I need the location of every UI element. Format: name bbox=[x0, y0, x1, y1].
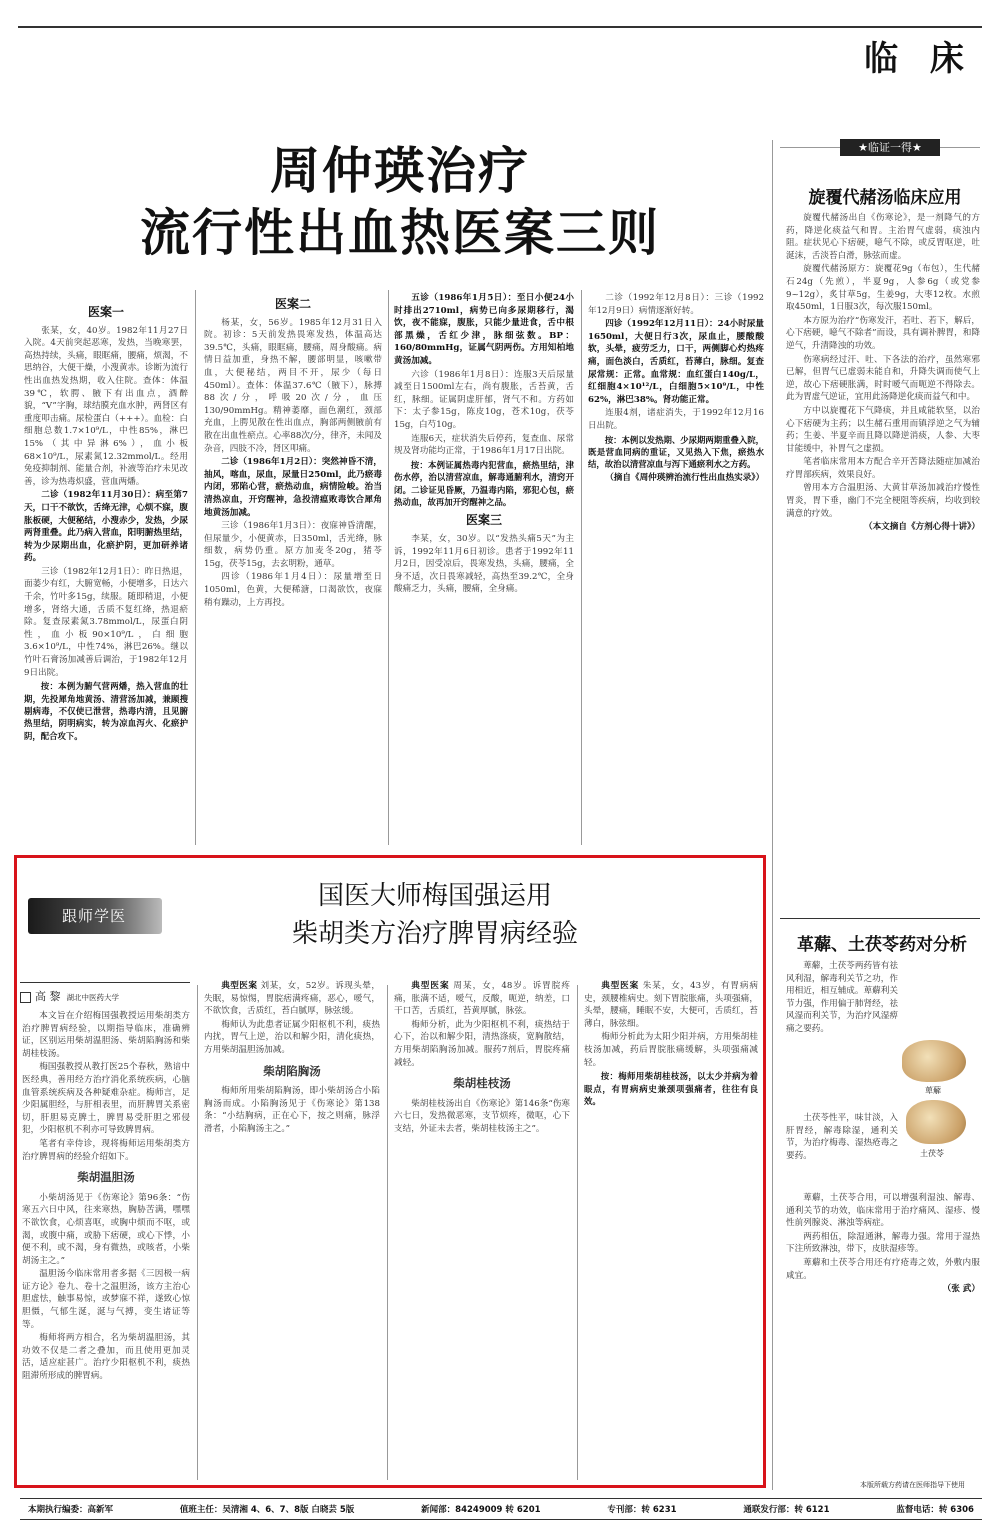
sidebar-tag: ★临证一得★ bbox=[840, 139, 940, 156]
sidebar-p4: 伤寒病经过汗、吐、下各法的治疗，虽然寒邪已解，但胃气已虚弱未能自和，升降失调而使气上逆，故心下痞硬胀满，时时嗳气而呃逆不得除去。此为胃虚气逆证，宜用此汤降逆化痰而益气和中。 bbox=[786, 354, 980, 403]
column-divider bbox=[195, 290, 196, 845]
case2-intro: 杨某，女，56岁。1985年12月31日入院。初诊：5天前发热畏寒发热，体温高达39.5℃，头痛，眼眶痛，腰痛，周身酸痛。病情日益加重，身热不解，腰部明显，咳嗽带血，大便秘结，两目不开，尿少（每日450ml）。查体：体温37.6℃（腋下），脉搏88次/分，呼吸20次/分，血压130/90mmHg。精神萎靡，面色潮红，颈部充血，上腭见散在性出血点，胸部两侧腋前有散在出血性瘀点。心率88次/分，律齐，未闻及杂音，四肢不冷，肾区叩痛。 bbox=[204, 317, 382, 454]
case1-note: 按：本例为腑气营两燔，热入营血的壮期，先投犀角地黄汤、清营汤加减，兼顾搜剔病毒，不仅使已泄营，热毒内清，且见腑热里结，阴明病实，转为凉血泻火、化瘀护阴，配合攻下。 bbox=[24, 681, 188, 741]
main-headline bbox=[120, 140, 680, 264]
page-footer bbox=[20, 1498, 982, 1520]
feature-column-divider bbox=[387, 985, 388, 1480]
sidebar-article-2-bottom bbox=[786, 1192, 980, 1472]
footer-director: 值班主任：吴清湘 4、6、7、8版 白晓芸 5版 bbox=[179, 1505, 355, 1515]
case2-visit5: 五诊（1986年1月5日）：至日小便24小时排出2710ml，病势已向多尿期移行，渴饮，夜不能寐，腹胀，只能少量进食，舌中根部黑燥，舌红少津，脉细弦数。BP：160/80mmHg，证属气阴两伤。方用知柏地黄汤加减。 bbox=[394, 293, 574, 366]
sidebar-article-2-top bbox=[786, 960, 898, 1110]
footer-editor: 本期执行编委：高新军 bbox=[28, 1505, 114, 1515]
feature-title-line1: 国医大师梅国强运用 bbox=[317, 881, 552, 911]
footer-distribution-phone: 通联发行部：转 6121 bbox=[743, 1505, 830, 1515]
feature-column-4 bbox=[584, 980, 758, 1480]
case-a2: 梅师认为此患者证属少阳枢机不利，痰热内扰，胃气上逆，治以和解少阳，清化痰热，方用柴胡温胆汤加减。 bbox=[204, 1019, 380, 1055]
footer-supervision-phone: 监督电话：转 6306 bbox=[896, 1505, 974, 1515]
column-divider bbox=[581, 290, 582, 845]
feature-sec3-p1: 柴胡桂枝汤出自《伤寒论》第146条“伤寒六七日，发热微恶寒，支节烦疼，微呕，心下支结，外证未去者，柴胡桂枝汤主之”。 bbox=[394, 1098, 570, 1134]
author-affiliation: 湖北中医药大学 bbox=[66, 993, 119, 1002]
case-c: 朱某，女，43岁，有胃病病史，颈腰椎病史。刻下胃脘胀痛，头项强痛，头晕，腰痛，睡眠不安，大便可，舌质红，苔薄白，脉弦细。 bbox=[584, 981, 758, 1029]
sidebar-credit: （本文摘自《方剂心得十讲》） bbox=[863, 522, 980, 533]
feature-sec1-p3: 梅师将两方相合，名为柴胡温胆汤，其功效不仅是二者之叠加，而且使用更加灵活，适应症甚广。治疗少阳枢机不利，痰热阻滞所形成的脾胃病。 bbox=[22, 1333, 190, 1382]
article-column-4 bbox=[588, 292, 764, 848]
sidebar-q2: 土茯苓性平，味甘淡，入肝胃经，解毒除湿，通利关节，为治疗梅毒、湿热疮毒之要药。 bbox=[786, 1113, 898, 1161]
case3-title: 医案三 bbox=[465, 513, 502, 528]
feature-sec2-p1: 梅师所用柴胡陷胸汤，即小柴胡汤合小陷胸汤而成。小陷胸汤见于《伤寒论》第138条：“小结胸病，正在心下，按之则痛，脉浮滑者，小陷胸汤主之。” bbox=[204, 1086, 380, 1134]
case3-visit4: 四诊（1992年12月11日）：24小时尿量1650ml，大便日行3次，尿血止，腰酸酸软，头晕，疲劳乏力，口干，两侧脚心灼热疼痛，面色淡白，舌质红，苔薄白，脉细。复查尿常规：正常。血常规：血红蛋白140g/L，红细胞4×10¹²/L，白细胞5×10⁹/L，中性62%，淋巴38%。肾功能正常。 bbox=[588, 319, 764, 405]
author-rule bbox=[20, 982, 190, 983]
feature-banner-label: 跟师学医 bbox=[62, 907, 127, 925]
article-column-2 bbox=[204, 292, 382, 848]
feature-headline bbox=[200, 877, 670, 953]
case2-visit6: 六诊（1986年1月8日）：连服3天后尿量减至日1500ml左右，尚有腹胀，舌苔黄，舌红，脉细。证属阴虚肝郁，肾气不和。方药如下：太子参15g，陈皮10g，苍术10g，茯苓15g，白芍10g。 bbox=[394, 369, 574, 430]
author-box-icon bbox=[20, 992, 31, 1003]
case-c3: 按：梅师用柴胡桂枝汤，以太少并病为着眼点，有胃病病史兼颈项强痛者，往往有良效。 bbox=[584, 1071, 758, 1106]
top-rule bbox=[18, 26, 982, 28]
feature-intro: 本文旨在介绍梅国强教授运用柴胡类方治疗脾胃病经验，以期指导临床，准确辨证，区别运用柴胡温胆汤、柴胡陷胸汤和柴胡桂枝汤。 bbox=[22, 1011, 190, 1059]
column-divider bbox=[388, 290, 389, 845]
case-a-title: 典型医案 bbox=[221, 981, 258, 991]
feature-sec1-p1: 小柴胡汤见于《伤寒论》第96条：“伤寒五六日中风，往来寒热，胸胁苦满，嘿嘿不欲饮食，心烦喜呕，或胸中烦而不呕，或渴，或腹中痛，或胁下痞硬，或心下悸，小便不利，或不渴，身有微热，或咳者，小柴胡汤主之。” bbox=[22, 1192, 190, 1266]
case-b: 周某，女，48岁。诉胃脘疼痛，胀满不适，嗳气，反酸，呃逆，纳差，口干口苦，舌质红，苔黄厚腻，脉弦。 bbox=[394, 981, 570, 1017]
case3-intro: 李某，女，30岁。以“发热头痛5天”为主诉，1992年11月6日初诊。患者于1992年11月2日，因受凉后，畏寒发热，头痛，腰痛，全身不适，次日畏寒减轻，高热至39.2℃，全身酸痛乏力，头痛，腰痛，全身痛。 bbox=[394, 533, 574, 595]
case2-visit7: 连服6天，症状消失后停药，复查血、尿常规及肾功能均正常，于1986年1月17日出院。 bbox=[394, 433, 574, 457]
sidebar-title-1: 旋覆代赭汤临床应用 bbox=[808, 188, 962, 208]
sidebar-article-1 bbox=[786, 212, 980, 912]
author-name: 高 黎 bbox=[35, 990, 61, 1003]
case3-note: 按：本例以发热期、少尿期两期重叠入院，既是营血同病的重证，又见热入下焦，瘀热水结，故治以清营凉血与泻下通瘀利水之方药。 bbox=[588, 434, 764, 470]
sidebar-separator bbox=[780, 918, 980, 919]
feature-column-1 bbox=[22, 1010, 190, 1482]
case-b-title: 典型医案 bbox=[411, 981, 450, 991]
sidebar-p1: 旋覆代赭汤出自《伤寒论》，是一剂降气的方药，降逆化痰益气和胃。主治胃气虚弱，痰浊内阻。症状见心下痞硬，噫气不除，或反胃呕逆，吐涎沫，舌淡苔白滑，脉弦而虚。 bbox=[786, 213, 980, 261]
case-c-title: 典型医案 bbox=[601, 981, 640, 991]
case3-visit2: 二诊（1992年12月8日）：三诊（1992年12月9日）病情逐渐好转。 bbox=[588, 293, 764, 316]
case2-visit2: 二诊（1986年1月2日）：突然神昏不清，抽风，喀血，尿血，尿量日250ml，此乃瘀毒内闭，邪陷心营，瘀热动血，病情险峻。治当清热凉血，开窍醒神，急投清瘟败毒饮合犀角地黄汤加减。 bbox=[204, 457, 382, 518]
sidebar-divider bbox=[772, 140, 773, 1490]
feature-sec1-title: 柴胡温胆汤 bbox=[77, 1170, 135, 1185]
feature-title-line2: 柴胡类方治疗脾胃病经验 bbox=[291, 919, 578, 949]
sidebar-q4: 两药相伍，除湿通淋，解毒力强。常用于湿热下注所致淋浊，带下，皮肤湿疹等。 bbox=[786, 1231, 980, 1255]
herb-photo-bixie bbox=[902, 1040, 966, 1082]
case2-note: 按：本例证属热毒内犯营血，瘀热里结，津伤水停，治以清营凉血，解毒通腑利水，清窍开闭。二诊证见昏厥，乃温毒内陷，邪犯心包，瘀热动血，故再加开窍醒神之品。 bbox=[394, 459, 574, 507]
case-a: 刘某，女，52岁。诉现头晕，失眠，易惊惕，胃脘痞满疼痛，恶心，嗳气，不欲饮食，舌质红，苔白腻厚，脉弦缓。 bbox=[204, 981, 380, 1017]
herb-photo-tufuling bbox=[906, 1100, 966, 1144]
sidebar-q1: 萆薢，土茯苓两药皆有祛风利湿，解毒利关节之功，作用相近，相互辅成。萆薢利关节力强，作用偏于肺肾经，祛风湿而利关节，为治疗风湿痹痛之要药。 bbox=[786, 961, 898, 1034]
feature-column-divider bbox=[577, 985, 578, 1480]
case-source: （摘自《周仲瑛辨治流行性出血热实录》） bbox=[605, 472, 764, 483]
author-line bbox=[20, 988, 119, 1004]
case1-visit3: 三诊（1982年12月1日）：昨日热退，面萎少有红，大腑宽畅，小便增多，日达六千余，竹叶多15g，续服。随即稍退，小便增多，肾络大通，舌质不复红绛，热退瘀除。复查尿素氮3.78mmol/L，尿蛋白阴性，血小板90×10⁹/L，白细胞3.6×10⁹/L，中性74%，淋巴26%。继以竹叶石膏汤加减善后调治，于1982年12月9日出院。 bbox=[24, 566, 188, 678]
feature-sec3-title: 柴胡桂枝汤 bbox=[453, 1076, 511, 1091]
sidebar-q5: 萆薢和土茯苓合用还有疗疮毒之效，外敷内服咸宜。 bbox=[786, 1257, 980, 1281]
sidebar-credit-2: （张 武） bbox=[942, 1284, 980, 1295]
section-title: 临 床 bbox=[864, 38, 974, 79]
case2-visit4: 四诊（1986年1月4日）：尿量增至日1050ml，色黄，大便稀溏，口渴欲饮，夜寐稍有躁动，上方再投。 bbox=[204, 572, 382, 608]
feature-sec2-title: 柴胡陷胸汤 bbox=[263, 1063, 321, 1078]
feature-column-2 bbox=[204, 980, 380, 1480]
herb-label-1: 萆薢 bbox=[925, 1086, 941, 1095]
case1-title: 医案一 bbox=[87, 305, 124, 319]
article-column-3 bbox=[394, 292, 574, 848]
feature-column-divider bbox=[197, 985, 198, 1480]
feature-p3: 笔者有幸侍诊，现将梅师运用柴胡类方治疗脾胃病的经验介绍如下。 bbox=[22, 1138, 190, 1162]
case2-visit3: 三诊（1986年1月3日）：夜寐神昏清醒，但尿量少，小便黄赤，日350ml，舌光绛，脉细数，病势仍重。原方加麦冬20g，猪苓15g，茯苓15g，去玄明粉，通草。 bbox=[204, 521, 382, 569]
feature-sec1-p2: 温胆汤今临床常用者多据《三因极一病证方论》卷九、卷十之温胆汤，该方主治心胆虚怯，触事易惊，或梦寐不祥，遂致心惊胆慑，气郁生涎，涎与气搏，变生诸证等等。 bbox=[22, 1269, 190, 1330]
case2-title: 医案二 bbox=[274, 297, 311, 311]
feature-column-3 bbox=[394, 980, 570, 1480]
sidebar-article-2-mid bbox=[786, 1112, 898, 1192]
sidebar-title-2: 革薢、土茯苓药对分析 bbox=[797, 935, 967, 955]
case1-intro: 张某，女，40岁。1982年11月27日入院。4天前突起恶寒，发热，当晚寒罢，高热持续，头痛，眼眶痛，腰痛，烦渴，不思纳谷，大便干燥，小溲黄赤。诊断为流行性出血热发热期，收入住院。查体：体温39℃，软腭、腋下有出血点，酒醉貌，“V”字胸，球结膜充血水肿，两肾区有重度叩击痛。尿检蛋白（+++）。血检：白细胞总数1.7×10⁹/L，中性85%，淋巴15%（其中异淋6%），血小板68×10⁹/L，尿素氮12.32mmol/L。经用免疫抑制剂、能量合剂，补液等治疗未见改善，诊为热毒炽盛，营血两燔。 bbox=[24, 325, 188, 487]
headline-line1: 周仲瑛治疗 bbox=[270, 142, 530, 200]
sidebar-p3: 本方原为治疗“伤寒发汗，若吐、若下，解后，心下痞硬，噫气不除者”而设，具有调补脾胃，和降逆气，升清降浊的功效。 bbox=[786, 315, 980, 351]
sidebar-p2: 旋覆代赭汤原方：旋覆花9g（布包），生代赭石24g（先煎），半夏9g，人参6g（或党参9~12g），炙甘草5g，生姜9g，大枣12枚。水煎取450ml，1日服3次，每次服150ml。 bbox=[786, 264, 980, 313]
headline-line2: 流行性出血热医案三则 bbox=[140, 204, 660, 262]
footer-news-phone: 新闻部：84249009 转 6201 bbox=[421, 1505, 541, 1515]
sidebar-p6: 笔者临床常用本方配合辛开苦降法随症加减治疗胃部疾病，效果良好。 bbox=[786, 457, 980, 480]
herb-label-2: 土茯苓 bbox=[920, 1149, 944, 1158]
case3-end: 连服4剂，诸症消失，于1992年12月16日出院。 bbox=[588, 408, 764, 431]
sidebar-q3: 萆薢，土茯苓合用，可以增强利湿浊、解毒、通利关节的功效，临床常用于治疗痛风、湿疹、慢性前列腺炎、淋浊等病症。 bbox=[786, 1193, 980, 1229]
copyright-note: 本版所载方药请在医师指导下使用 bbox=[860, 1481, 965, 1489]
case-b2: 梅师分析，此为少阳枢机不利，痰热结于心下，治以和解少阳，清热涤痰，宽胸散结，方用柴胡陷胸汤加减。服药7剂后，胃脘疼痛减轻。 bbox=[394, 1019, 570, 1068]
feature-p2: 梅国强教授从教打医25个春秋，熟谙中医经典，善用经方治疗消化系统疾病，心脑血管系统疾病及各种疑难杂症。梅师言，足少阳属胆经，与肝相表里，而肝脾胃关系密切，肝胆易克脾土，脾胃易受肝胆之邪侵犯，少阳枢机不利亦可导致脾胃病。 bbox=[22, 1062, 190, 1136]
sidebar-p7: 曾用本方合温胆汤、大黄甘草汤加减治疗慢性胃炎，胃下垂，幽门不完全梗阻等疾病，均收到较满意的疗效。 bbox=[786, 483, 980, 519]
case1-visit2: 二诊（1982年11月30日）：病至第7天，口干不欲饮，舌绛无津，心烦不寐，腹胀板硬，大便秘结，小溲赤少，发热，少尿两肾重叠。此乃病入营血，阳明腑热里结，转为少尿期出血，化瘀护阴，更加研养诸药。 bbox=[24, 490, 188, 564]
article-column-1 bbox=[24, 300, 188, 848]
case-c2: 梅师分析此为太阳少阳并病，方用柴胡桂枝汤加减，药后胃脘胀痛缓解，头项强痛减轻。 bbox=[584, 1032, 758, 1068]
sidebar-p5: 方中以旋覆花下气降痰，并且咸能软坚，以治心下痞硬为主药；以生赭石重用而镇浮逆之气为辅药；生姜、半夏辛而且降以降逆消痰，人参、大枣甘能缓中，补胃气之虚损。 bbox=[786, 405, 980, 454]
footer-special-phone: 专刊部：转 6231 bbox=[607, 1505, 677, 1515]
